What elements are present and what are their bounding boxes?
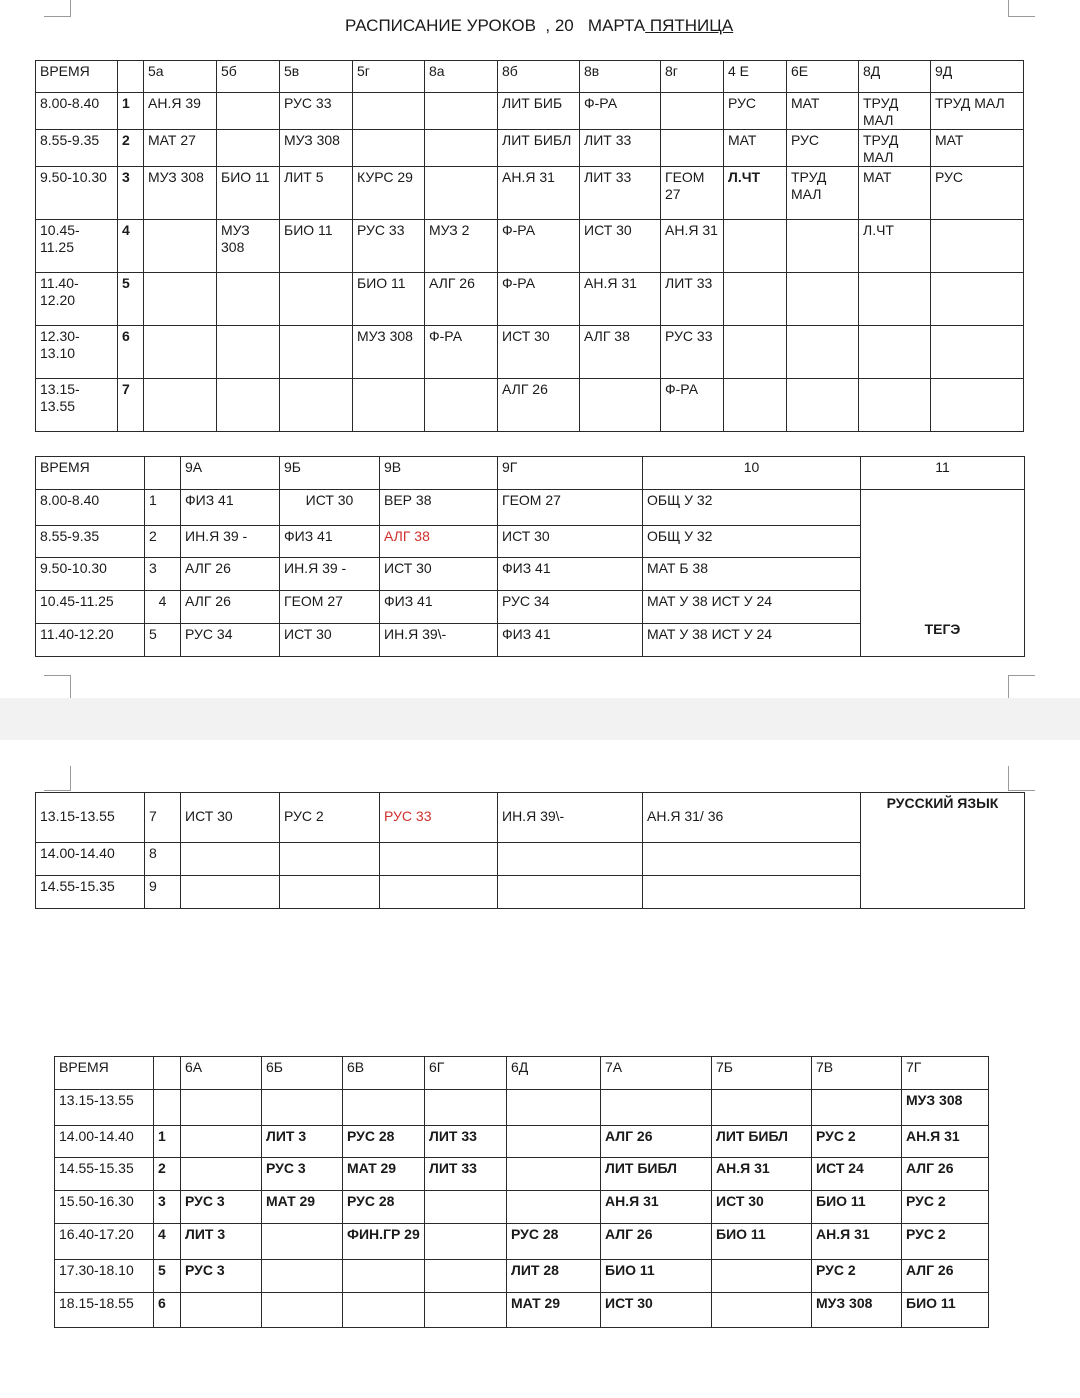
lesson-cell: ИСТ 24 bbox=[812, 1158, 902, 1191]
lesson-cell bbox=[661, 93, 724, 130]
lesson-cell bbox=[280, 326, 353, 379]
schedule-table-6-7 bbox=[54, 1056, 989, 1328]
table-header-row bbox=[36, 457, 1025, 490]
table-row bbox=[55, 1191, 989, 1224]
column-header: 6Г bbox=[425, 1057, 507, 1090]
column-header: 6Д bbox=[507, 1057, 601, 1090]
lesson-cell bbox=[280, 843, 380, 876]
lesson-cell: ИСТ 30 bbox=[712, 1191, 812, 1224]
lesson-cell: ЛИТ 28 bbox=[507, 1260, 601, 1293]
lesson-cell: АН.Я 31 bbox=[601, 1191, 712, 1224]
lesson-cell: БИО 11 bbox=[812, 1191, 902, 1224]
lesson-cell bbox=[931, 326, 1024, 379]
lesson-cell: ИСТ 30 bbox=[580, 220, 661, 273]
lesson-cell: МАТ Б 38 bbox=[643, 558, 861, 591]
lesson-cell bbox=[787, 220, 859, 273]
lesson-cell: МАТ bbox=[859, 167, 931, 220]
lesson-cell: ОБЩ У 32 bbox=[643, 526, 861, 558]
lesson-cell: ИСТ 30 bbox=[380, 558, 498, 591]
lesson-cell: АЛГ 26 bbox=[902, 1158, 989, 1191]
lesson-number-cell bbox=[154, 1090, 181, 1126]
lesson-cell bbox=[425, 93, 498, 130]
lesson-cell bbox=[712, 1090, 812, 1126]
lesson-cell: АН.Я 31 bbox=[812, 1224, 902, 1260]
lesson-number-cell: 1 bbox=[145, 490, 181, 526]
lesson-number-cell: 9 bbox=[145, 876, 181, 909]
lesson-cell: Л.ЧТ bbox=[724, 167, 787, 220]
lesson-cell: ТРУД МАЛ bbox=[931, 93, 1024, 130]
lesson-cell: АЛГ 26 bbox=[601, 1126, 712, 1158]
table-row bbox=[36, 793, 1025, 843]
lesson-cell bbox=[262, 1090, 343, 1126]
lesson-cell: МАТ bbox=[931, 130, 1024, 167]
lesson-number-cell: 3 bbox=[154, 1191, 181, 1224]
lesson-cell bbox=[343, 1260, 425, 1293]
lesson-cell bbox=[181, 843, 280, 876]
lesson-cell: ТРУД МАЛ bbox=[859, 93, 931, 130]
lesson-cell: Ф-РА bbox=[661, 379, 724, 432]
lesson-cell bbox=[262, 1293, 343, 1328]
lesson-cell bbox=[353, 93, 425, 130]
schedule-table-9-11-continued bbox=[35, 792, 1025, 909]
lesson-number-cell: 4 bbox=[145, 591, 181, 624]
lesson-cell: ИСТ 30 bbox=[498, 526, 643, 558]
lesson-cell: БИО 11 bbox=[217, 167, 280, 220]
lesson-cell bbox=[425, 1090, 507, 1126]
lesson-cell: ЛИТ 3 bbox=[262, 1126, 343, 1158]
lesson-cell: МУЗ 308 bbox=[902, 1090, 989, 1126]
lesson-cell bbox=[217, 379, 280, 432]
table-row bbox=[55, 1293, 989, 1328]
corner-mark-page2-right bbox=[1008, 766, 1035, 791]
lesson-cell: ЛИТ 33 bbox=[425, 1126, 507, 1158]
corner-mark-top-right bbox=[1008, 0, 1035, 17]
table-row bbox=[55, 1260, 989, 1293]
lesson-cell bbox=[280, 876, 380, 909]
time-cell: 14.55-15.35 bbox=[36, 876, 145, 909]
lesson-cell: РУС 34 bbox=[498, 591, 643, 624]
lesson-cell: Ф-РА bbox=[425, 326, 498, 379]
time-cell: 11.40-12.20 bbox=[36, 624, 145, 657]
lesson-cell bbox=[425, 167, 498, 220]
lesson-cell: ИН.Я 39\- bbox=[498, 793, 643, 843]
schedule-table-5-8 bbox=[35, 60, 1024, 432]
lesson-cell bbox=[262, 1260, 343, 1293]
lesson-cell bbox=[812, 1090, 902, 1126]
column-header: 6А bbox=[181, 1057, 262, 1090]
lesson-cell: БИО 11 bbox=[353, 273, 425, 326]
column-header: 9В bbox=[380, 457, 498, 490]
lesson-cell: АЛГ 26 bbox=[181, 591, 280, 624]
lesson-cell: КУРС 29 bbox=[353, 167, 425, 220]
column-header: 6В bbox=[343, 1057, 425, 1090]
lesson-cell: ИСТ 30 bbox=[280, 624, 380, 657]
column-header: 7Б bbox=[712, 1057, 812, 1090]
column-header: 7А bbox=[601, 1057, 712, 1090]
lesson-number-cell: 2 bbox=[145, 526, 181, 558]
lesson-cell: ЛИТ БИБ bbox=[498, 93, 580, 130]
lesson-cell bbox=[217, 93, 280, 130]
lesson-cell: ГЕОМ 27 bbox=[661, 167, 724, 220]
lesson-cell: Л.ЧТ bbox=[859, 220, 931, 273]
lesson-cell: АН.Я 31 bbox=[661, 220, 724, 273]
lesson-cell: ЛИТ 33 bbox=[425, 1158, 507, 1191]
lesson-cell bbox=[643, 876, 861, 909]
time-cell: 13.15-13.55 bbox=[36, 793, 145, 843]
table-row bbox=[36, 490, 1025, 526]
lesson-cell bbox=[262, 1224, 343, 1260]
lesson-cell: МАТ 29 bbox=[343, 1158, 425, 1191]
lesson-cell: ИСТ 30 bbox=[280, 490, 380, 526]
column-header: 9Г bbox=[498, 457, 643, 490]
lesson-cell: ЛИТ 33 bbox=[580, 130, 661, 167]
schedule-table-9-11 bbox=[35, 456, 1025, 657]
column-header: 4 Е bbox=[724, 61, 787, 93]
grade-11-note: РУССКИЙ ЯЗЫК bbox=[861, 793, 1025, 909]
lesson-cell bbox=[724, 220, 787, 273]
lesson-number-cell: 2 bbox=[154, 1158, 181, 1191]
lesson-cell: МУЗ 2 bbox=[425, 220, 498, 273]
lesson-cell: МУЗ 308 bbox=[144, 167, 217, 220]
lesson-cell bbox=[353, 130, 425, 167]
time-cell: 17.30-18.10 bbox=[55, 1260, 154, 1293]
column-header: ВРЕМЯ bbox=[36, 61, 118, 93]
lesson-number-cell: 5 bbox=[118, 273, 144, 326]
lesson-cell bbox=[380, 876, 498, 909]
lesson-cell bbox=[425, 1260, 507, 1293]
lesson-cell: ФИЗ 41 bbox=[181, 490, 280, 526]
lesson-cell: ЛИТ 33 bbox=[661, 273, 724, 326]
lesson-cell: РУС 34 bbox=[181, 624, 280, 657]
column-header: 7В bbox=[812, 1057, 902, 1090]
lesson-cell: АЛГ 26 bbox=[181, 558, 280, 591]
lesson-cell bbox=[144, 220, 217, 273]
lesson-cell bbox=[217, 273, 280, 326]
time-cell: 12.30-13.10 bbox=[36, 326, 118, 379]
lesson-cell: АЛГ 38 bbox=[380, 526, 498, 558]
lesson-number-cell: 3 bbox=[145, 558, 181, 591]
lesson-cell: АН.Я 31 bbox=[902, 1126, 989, 1158]
lesson-cell bbox=[601, 1090, 712, 1126]
column-header: 5а bbox=[144, 61, 217, 93]
lesson-cell bbox=[931, 220, 1024, 273]
page-gap bbox=[0, 698, 1080, 740]
time-cell: 8.55-9.35 bbox=[36, 526, 145, 558]
table-row bbox=[36, 93, 1024, 130]
lesson-cell bbox=[217, 326, 280, 379]
lesson-cell: ЛИТ БИБЛ bbox=[498, 130, 580, 167]
column-header bbox=[118, 61, 144, 93]
column-header: 5г bbox=[353, 61, 425, 93]
lesson-cell: РУС 33 bbox=[661, 326, 724, 379]
lesson-cell bbox=[931, 379, 1024, 432]
lesson-cell: АН.Я 31 bbox=[712, 1158, 812, 1191]
lesson-cell bbox=[380, 843, 498, 876]
lesson-number-cell: 3 bbox=[118, 167, 144, 220]
lesson-cell: ИН.Я 39 - bbox=[280, 558, 380, 591]
lesson-cell bbox=[425, 130, 498, 167]
lesson-cell bbox=[425, 379, 498, 432]
lesson-number-cell: 6 bbox=[118, 326, 144, 379]
time-cell: 8.00-8.40 bbox=[36, 490, 145, 526]
lesson-cell: АЛГ 38 bbox=[580, 326, 661, 379]
lesson-cell bbox=[343, 1090, 425, 1126]
lesson-cell: МАТ 27 bbox=[144, 130, 217, 167]
lesson-cell: АЛГ 26 bbox=[498, 379, 580, 432]
title-prefix: РАСПИСАНИЕ УРОКОВ , 20 МАРТА bbox=[345, 16, 646, 35]
lesson-cell: ФИЗ 41 bbox=[498, 624, 643, 657]
lesson-cell: АН.Я 31 bbox=[580, 273, 661, 326]
lesson-cell: МУЗ 308 bbox=[353, 326, 425, 379]
time-cell: 14.00-14.40 bbox=[55, 1126, 154, 1158]
lesson-cell bbox=[787, 379, 859, 432]
column-header: ВРЕМЯ bbox=[36, 457, 145, 490]
lesson-cell bbox=[724, 379, 787, 432]
corner-mark-page2-left bbox=[44, 766, 71, 791]
lesson-cell bbox=[343, 1293, 425, 1328]
time-cell: 10.45-11.25 bbox=[36, 220, 118, 273]
lesson-cell bbox=[507, 1090, 601, 1126]
table-row bbox=[36, 130, 1024, 167]
lesson-number-cell: 8 bbox=[145, 843, 181, 876]
lesson-cell bbox=[217, 130, 280, 167]
column-header: 8б bbox=[498, 61, 580, 93]
lesson-cell bbox=[353, 379, 425, 432]
lesson-cell: Ф-РА bbox=[498, 273, 580, 326]
lesson-cell: РУС 2 bbox=[812, 1126, 902, 1158]
lesson-cell: ВЕР 38 bbox=[380, 490, 498, 526]
lesson-cell: ИСТ 30 bbox=[498, 326, 580, 379]
lesson-cell: РУС 28 bbox=[343, 1191, 425, 1224]
lesson-cell: Ф-РА bbox=[498, 220, 580, 273]
lesson-cell bbox=[787, 273, 859, 326]
lesson-cell: АЛГ 26 bbox=[902, 1260, 989, 1293]
lesson-cell: МАТ 29 bbox=[507, 1293, 601, 1328]
time-cell: 8.00-8.40 bbox=[36, 93, 118, 130]
lesson-cell: ОБЩ У 32 bbox=[643, 490, 861, 526]
lesson-cell: МАТ У 38 ИСТ У 24 bbox=[643, 624, 861, 657]
lesson-cell: ИСТ 30 bbox=[181, 793, 280, 843]
lesson-cell bbox=[425, 1224, 507, 1260]
column-header: 5б bbox=[217, 61, 280, 93]
table-header-row bbox=[55, 1057, 989, 1090]
lesson-cell: РУС 3 bbox=[262, 1158, 343, 1191]
lesson-cell: ФИЗ 41 bbox=[498, 558, 643, 591]
column-header bbox=[154, 1057, 181, 1090]
table-row bbox=[36, 167, 1024, 220]
lesson-number-cell: 2 bbox=[118, 130, 144, 167]
lesson-cell: АЛГ 26 bbox=[425, 273, 498, 326]
lesson-cell: РУС 2 bbox=[902, 1224, 989, 1260]
time-cell: 16.40-17.20 bbox=[55, 1224, 154, 1260]
lesson-cell: ЛИТ БИБЛ bbox=[601, 1158, 712, 1191]
corner-mark-bottom-right bbox=[1008, 675, 1035, 700]
time-cell: 15.50-16.30 bbox=[55, 1191, 154, 1224]
lesson-cell bbox=[181, 876, 280, 909]
lesson-cell bbox=[507, 1191, 601, 1224]
lesson-cell: МАТ bbox=[724, 130, 787, 167]
lesson-number-cell: 7 bbox=[118, 379, 144, 432]
table-row bbox=[55, 1126, 989, 1158]
lesson-cell bbox=[425, 1191, 507, 1224]
lesson-cell: БИО 11 bbox=[280, 220, 353, 273]
lesson-cell bbox=[859, 326, 931, 379]
lesson-cell: РУС bbox=[724, 93, 787, 130]
lesson-cell bbox=[144, 273, 217, 326]
lesson-cell bbox=[181, 1126, 262, 1158]
lesson-number-cell: 7 bbox=[145, 793, 181, 843]
lesson-cell: МУЗ 308 bbox=[217, 220, 280, 273]
lesson-cell: ГЕОМ 27 bbox=[498, 490, 643, 526]
lesson-cell bbox=[280, 379, 353, 432]
lesson-cell: МАТ bbox=[787, 93, 859, 130]
lesson-cell bbox=[712, 1293, 812, 1328]
lesson-cell bbox=[724, 273, 787, 326]
lesson-cell: ФИЗ 41 bbox=[380, 591, 498, 624]
lesson-cell: РУС 2 bbox=[280, 793, 380, 843]
lesson-cell: ЛИТ 3 bbox=[181, 1224, 262, 1260]
lesson-cell bbox=[724, 326, 787, 379]
lesson-cell bbox=[425, 1293, 507, 1328]
lesson-cell: РУС 3 bbox=[181, 1260, 262, 1293]
lesson-cell bbox=[643, 843, 861, 876]
column-header: 11 bbox=[861, 457, 1025, 490]
lesson-cell bbox=[280, 273, 353, 326]
lesson-cell: РУС 3 bbox=[181, 1191, 262, 1224]
lesson-cell: ТРУД МАЛ bbox=[787, 167, 859, 220]
time-cell: 9.50-10.30 bbox=[36, 167, 118, 220]
lesson-cell: РУС 33 bbox=[353, 220, 425, 273]
lesson-cell: РУС 2 bbox=[812, 1260, 902, 1293]
lesson-cell bbox=[661, 130, 724, 167]
lesson-cell: АН.Я 31/ 36 bbox=[643, 793, 861, 843]
lesson-cell: РУС 2 bbox=[902, 1191, 989, 1224]
lesson-cell: ИН.Я 39\- bbox=[380, 624, 498, 657]
lesson-number-cell: 1 bbox=[154, 1126, 181, 1158]
grade-11-note: ТЕГЭ bbox=[861, 490, 1025, 657]
column-header bbox=[145, 457, 181, 490]
lesson-cell bbox=[144, 326, 217, 379]
lesson-cell bbox=[498, 876, 643, 909]
lesson-cell: АН.Я 39 bbox=[144, 93, 217, 130]
time-cell: 9.50-10.30 bbox=[36, 558, 145, 591]
lesson-cell: АЛГ 26 bbox=[601, 1224, 712, 1260]
lesson-cell: БИО 11 bbox=[902, 1293, 989, 1328]
lesson-cell bbox=[181, 1293, 262, 1328]
lesson-cell: РУС 33 bbox=[280, 93, 353, 130]
column-header: 10 bbox=[643, 457, 861, 490]
table-row bbox=[55, 1224, 989, 1260]
lesson-cell bbox=[859, 273, 931, 326]
column-header: 8а bbox=[425, 61, 498, 93]
column-header: 7Г bbox=[902, 1057, 989, 1090]
lesson-cell: ИН.Я 39 - bbox=[181, 526, 280, 558]
lesson-number-cell: 4 bbox=[154, 1224, 181, 1260]
lesson-cell: РУС bbox=[931, 167, 1024, 220]
lesson-cell: РУС bbox=[787, 130, 859, 167]
lesson-number-cell: 5 bbox=[145, 624, 181, 657]
lesson-cell bbox=[787, 326, 859, 379]
lesson-cell: МАТ 29 bbox=[262, 1191, 343, 1224]
lesson-number-cell: 4 bbox=[118, 220, 144, 273]
time-cell: 11.40-12.20 bbox=[36, 273, 118, 326]
lesson-cell: МАТ У 38 ИСТ У 24 bbox=[643, 591, 861, 624]
lesson-cell: БИО 11 bbox=[712, 1224, 812, 1260]
table-row bbox=[36, 273, 1024, 326]
table-header-row bbox=[36, 61, 1024, 93]
column-header: 9А bbox=[181, 457, 280, 490]
lesson-cell: ГЕОМ 27 bbox=[280, 591, 380, 624]
table-row bbox=[55, 1158, 989, 1191]
lesson-cell: МУЗ 308 bbox=[280, 130, 353, 167]
time-cell: 14.00-14.40 bbox=[36, 843, 145, 876]
lesson-number-cell: 1 bbox=[118, 93, 144, 130]
table-row bbox=[36, 326, 1024, 379]
title-day: ПЯТНИЦА bbox=[645, 16, 734, 35]
lesson-cell bbox=[181, 1090, 262, 1126]
lesson-cell: ЛИТ БИБЛ bbox=[712, 1126, 812, 1158]
lesson-cell: МУЗ 308 bbox=[812, 1293, 902, 1328]
lesson-cell: ФИН.ГР 29 bbox=[343, 1224, 425, 1260]
column-header: 8в bbox=[580, 61, 661, 93]
column-header: 8г bbox=[661, 61, 724, 93]
lesson-cell: ИСТ 30 bbox=[601, 1293, 712, 1328]
column-header: 9Д bbox=[931, 61, 1024, 93]
lesson-cell bbox=[580, 379, 661, 432]
lesson-cell: БИО 11 bbox=[601, 1260, 712, 1293]
lesson-cell bbox=[144, 379, 217, 432]
lesson-cell: ЛИТ 5 bbox=[280, 167, 353, 220]
lesson-cell: РУС 28 bbox=[507, 1224, 601, 1260]
lesson-cell bbox=[498, 843, 643, 876]
lesson-cell: РУС 33 bbox=[380, 793, 498, 843]
lesson-cell bbox=[931, 273, 1024, 326]
lesson-cell: ЛИТ 33 bbox=[580, 167, 661, 220]
lesson-number-cell: 6 bbox=[154, 1293, 181, 1328]
lesson-cell: ТРУД МАЛ bbox=[859, 130, 931, 167]
time-cell: 10.45-11.25 bbox=[36, 591, 145, 624]
time-cell: 13.15-13.55 bbox=[55, 1090, 154, 1126]
lesson-cell: РУС 28 bbox=[343, 1126, 425, 1158]
lesson-number-cell: 5 bbox=[154, 1260, 181, 1293]
lesson-cell bbox=[712, 1260, 812, 1293]
table-row bbox=[36, 220, 1024, 273]
lesson-cell: Ф-РА bbox=[580, 93, 661, 130]
column-header: ВРЕМЯ bbox=[55, 1057, 154, 1090]
column-header: 6Б bbox=[262, 1057, 343, 1090]
column-header: 8Д bbox=[859, 61, 931, 93]
corner-mark-bottom-left bbox=[44, 675, 71, 700]
time-cell: 8.55-9.35 bbox=[36, 130, 118, 167]
time-cell: 18.15-18.55 bbox=[55, 1293, 154, 1328]
lesson-cell: ФИЗ 41 bbox=[280, 526, 380, 558]
time-cell: 14.55-15.35 bbox=[55, 1158, 154, 1191]
lesson-cell bbox=[507, 1158, 601, 1191]
lesson-cell bbox=[507, 1126, 601, 1158]
column-header: 5в bbox=[280, 61, 353, 93]
table-row bbox=[55, 1090, 989, 1126]
column-header: 6Е bbox=[787, 61, 859, 93]
table-row bbox=[36, 379, 1024, 432]
column-header: 9Б bbox=[280, 457, 380, 490]
lesson-cell: АН.Я 31 bbox=[498, 167, 580, 220]
lesson-cell bbox=[181, 1158, 262, 1191]
corner-mark-top-left bbox=[44, 0, 71, 17]
time-cell: 13.15-13.55 bbox=[36, 379, 118, 432]
lesson-cell bbox=[859, 379, 931, 432]
page-title bbox=[345, 16, 733, 36]
